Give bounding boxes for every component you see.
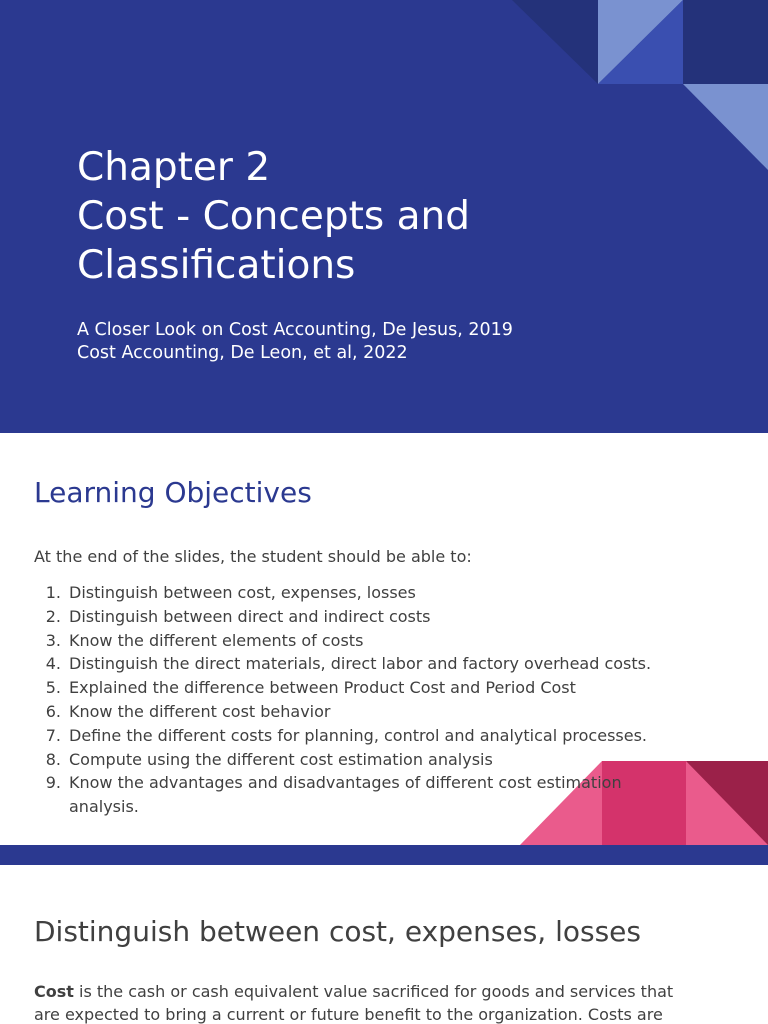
list-item [34,652,734,676]
list-text-continued: analysis. [69,797,139,817]
subtitle-line: A Closer Look on Cost Accounting, De Jesus, 2019 [77,320,513,340]
cost-definition-slide [0,865,768,1024]
body-text: is the cash or cash equivalent value sacrificed for goods and services that [73,982,674,1001]
learning-objectives-intro: At the end of the slides, the student should be able to: [34,547,472,566]
list-item [34,605,734,629]
title-line: Chapter 2 [77,145,271,190]
deco-triangle-dark [512,0,598,84]
list-number: 7. [45,725,61,745]
list-text: Distinguish between cost, expenses, losses [69,583,416,602]
subtitle-line: Cost Accounting, De Leon, et al, 2022 [77,343,408,363]
body-line: are expected to bring a current or future benefit to the organization. Costs are [34,1005,663,1024]
list-text: Explained the difference between Product Cost and Period Cost [69,678,576,698]
list-text: Compute using the different cost estimation analysis [69,749,493,769]
list-number: 3. [45,630,61,650]
objectives-list [34,581,734,819]
list-number: 4. [45,654,61,674]
title-slide [0,0,768,433]
list-text: Know the advantages and disadvantages of different cost estimation [69,773,622,793]
list-item [34,748,734,772]
list-text: Distinguish the direct materials, direct labor and factory overhead costs. [69,654,652,674]
cost-definition-body [34,980,744,1024]
title-line: Cost - Concepts and [77,194,470,239]
list-text: Know the different elements of costs [69,630,364,650]
list-number: 2. [45,606,61,626]
title-line: Classifications [77,243,356,288]
list-item [34,700,734,724]
slide-title [77,143,717,290]
list-text: Know the different cost behavior [69,701,331,721]
body-line [34,980,744,1003]
deco-square-dark [683,0,768,84]
list-item [34,581,734,605]
list-number: 5. [45,678,61,698]
list-number: 1. [45,583,61,602]
list-number: 9. [45,773,61,793]
list-item [34,771,734,819]
list-item [34,629,734,653]
cost-term: Cost [34,982,74,1001]
list-item [34,676,734,700]
list-text: Define the different costs for planning, control and analytical processes. [69,725,647,745]
slide-divider-band [0,845,768,865]
list-number: 8. [45,749,61,769]
cost-expenses-losses-heading: Distinguish between cost, expenses, losses [34,915,641,948]
learning-objectives-slide [0,433,768,845]
list-text: Distinguish between direct and indirect costs [69,606,431,626]
learning-objectives-heading: Learning Objectives [34,476,312,509]
list-number: 6. [45,701,61,721]
list-item [34,724,734,748]
slide-subtitle [77,319,717,365]
